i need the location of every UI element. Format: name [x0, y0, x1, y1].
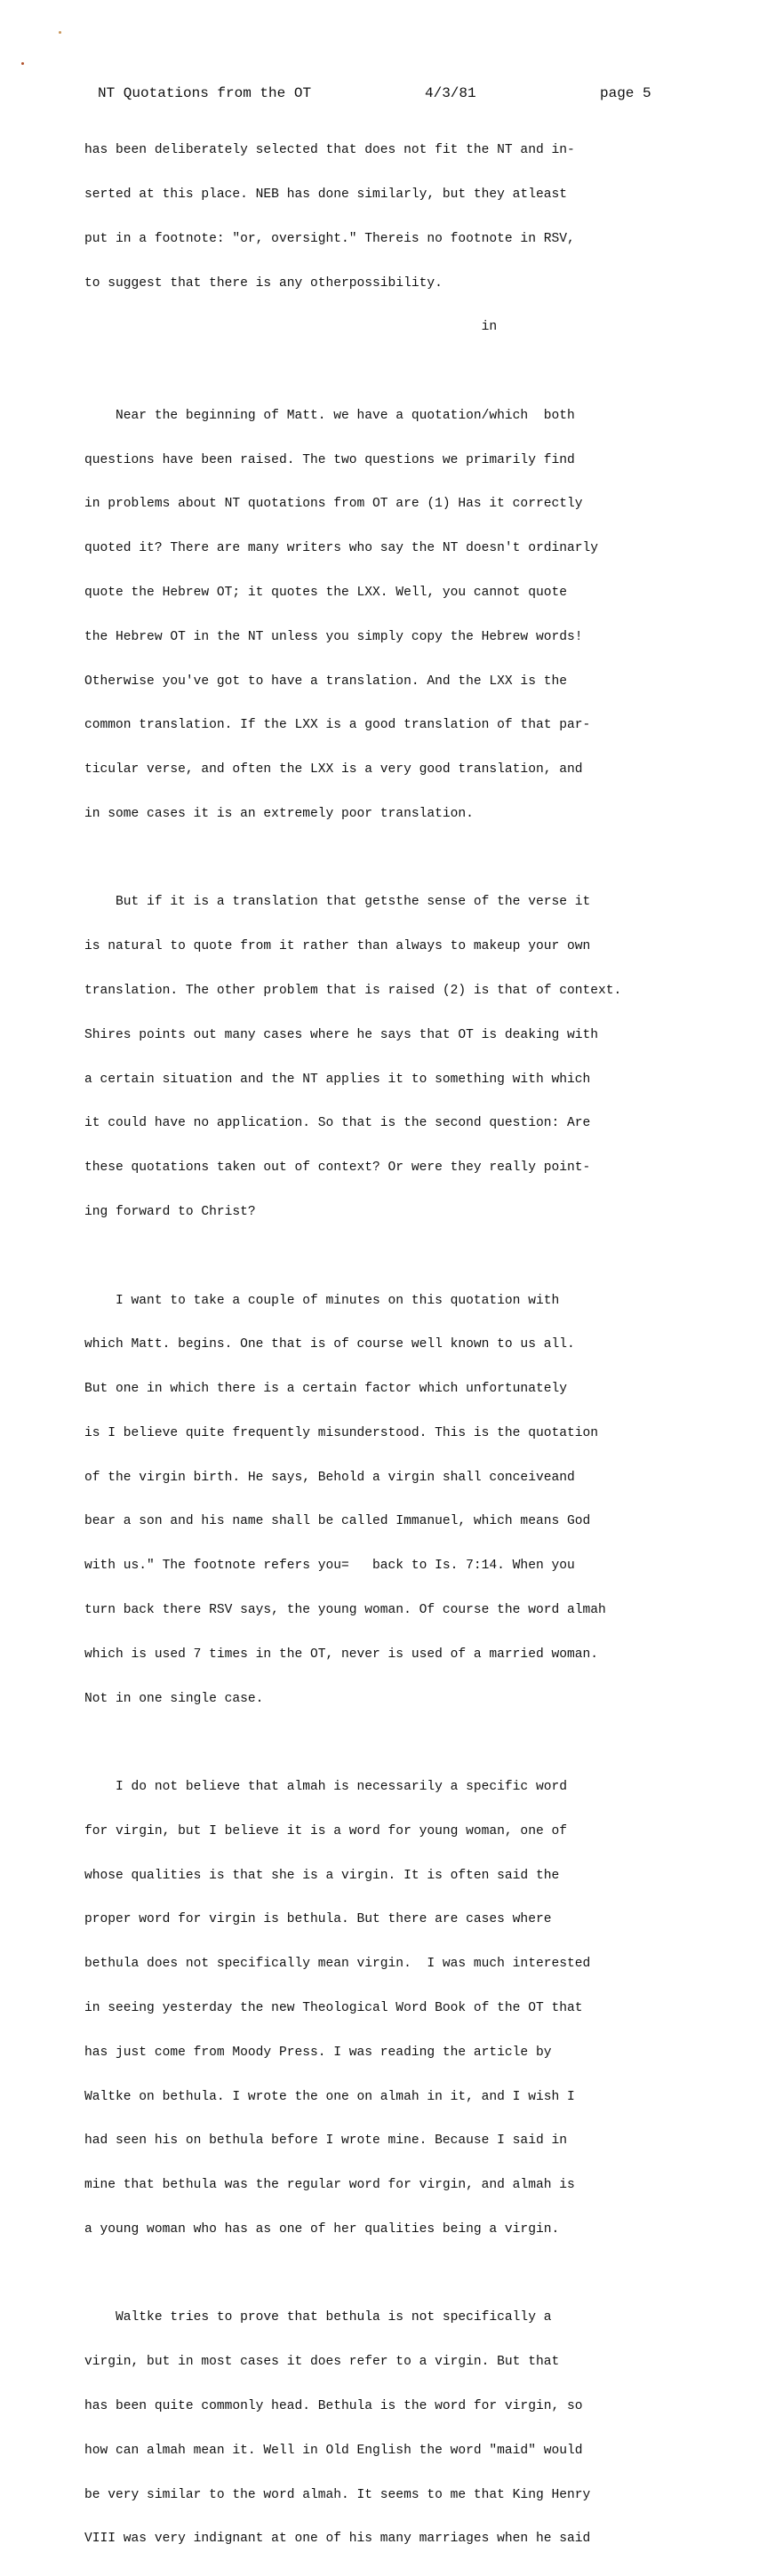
text-line: with us." The footnote refers you= back to Is. 7:14. When you	[84, 1559, 575, 1574]
text-line: which Matt. begins. One that is of course well known to us all.	[84, 1337, 575, 1352]
text-line: how can almah mean it. Well in Old English the word "maid" would	[84, 2443, 583, 2458]
text-line: is I believe quite frequently misunderstood. This is the quotation	[84, 1425, 599, 1440]
text-line: mine that bethula was the regular word for virgin, and almah is	[84, 2178, 575, 2193]
text-line: Near the beginning of Matt. we have a quotation/which both	[84, 408, 575, 423]
paragraph	[84, 2281, 724, 2576]
text-line: has been deliberately selected that does not fit the NT and in-	[84, 143, 575, 158]
text-line: bethula does not specifically mean virgin. I was much interested	[84, 1957, 591, 1972]
text-line: a certain situation and the NT applies it to something with which	[84, 1072, 591, 1087]
text-line: to suggest that there is any otherpossibility.	[84, 275, 443, 291]
insertion-note: in	[84, 320, 498, 335]
paragraph	[84, 114, 724, 364]
text-line: be very similar to the word almah. It seems to me that King Henry	[84, 2487, 591, 2502]
paragraph	[84, 1264, 724, 1735]
text-line: is natural to quote from it rather than always to makeup your own	[84, 939, 591, 954]
text-line: I do not believe that almah is necessarily a specific word	[84, 1780, 567, 1795]
text-line: ticular verse, and often the LXX is a very good translation, and	[84, 762, 583, 778]
text-line: But one in which there is a certain factor which unfortunately	[84, 1382, 567, 1397]
text-line: has just come from Moody Press. I was reading the article by	[84, 2045, 552, 2060]
text-line: these quotations taken out of context? Or were they really point-	[84, 1160, 591, 1176]
document-title: NT Quotations from the OT	[98, 85, 312, 101]
text-line: a young woman who has as one of her qualities being a virgin.	[84, 2221, 560, 2237]
text-line: has been quite commonly head. Bethula is the word for virgin, so	[84, 2399, 583, 2414]
text-line: questions have been raised. The two questions we primarily find	[84, 452, 575, 467]
text-line: put in a footnote: "or, oversight." Thereis no footnote in RSV,	[84, 231, 575, 246]
text-line: translation. The other problem that is raised (2) is that of context.	[84, 984, 622, 999]
paper-speck	[21, 62, 24, 65]
text-line: serted at this place. NEB has done similarly, but they atleast	[84, 187, 567, 202]
text-line: proper word for virgin is bethula. But there are cases where	[84, 1912, 552, 1927]
text-line: ing forward to Christ?	[84, 1204, 256, 1219]
text-line: quoted it? There are many writers who say the NT doesn't ordinarly	[84, 541, 599, 556]
text-line: VIII was very indignant at one of his many marriages when he said	[84, 2532, 591, 2547]
text-line: virgin, but in most cases it does refer to a virgin. But that	[84, 2355, 560, 2370]
page-number: page 5	[600, 85, 651, 101]
text-line: But if it is a translation that getsthe sense of the verse it	[84, 895, 591, 910]
text-line: Waltke on bethula. I wrote the one on almah in it, and I wish I	[84, 2089, 575, 2104]
text-line: Shires points out many cases where he says that OT is deaking with	[84, 1027, 599, 1042]
text-line: Not in one single case.	[84, 1691, 264, 1706]
text-line: quote the Hebrew OT; it quotes the LXX. Well, you cannot quote	[84, 586, 567, 600]
text-line: in problems about NT quotations from OT are (1) Has it correctly	[84, 497, 583, 512]
document-date: 4/3/81	[425, 85, 476, 101]
text-line: I want to take a couple of minutes on this quotation with	[84, 1293, 560, 1308]
document-body	[84, 114, 724, 2576]
text-line: Otherwise you've got to have a translation. And the LXX is the	[84, 674, 567, 689]
text-line: common translation. If the LXX is a good translation of that par-	[84, 718, 591, 733]
text-line: the Hebrew OT in the NT unless you simply copy the Hebrew words!	[84, 629, 583, 644]
text-line: in some cases it is an extremely poor translation.	[84, 806, 474, 821]
text-line: turn back there RSV says, the young woman. Of course the word almah	[84, 1602, 606, 1617]
text-line: Waltke tries to prove that bethula is not specifically a	[84, 2310, 552, 2325]
text-line: in seeing yesterday the new Theological Word Book of the OT that	[84, 2001, 583, 2015]
page-header	[98, 85, 720, 103]
paragraph	[84, 379, 724, 851]
paragraph	[84, 865, 724, 1248]
text-line: of the virgin birth. He says, Behold a virgin shall conceiveand	[84, 1470, 575, 1485]
paper-speck	[59, 31, 61, 34]
paragraph	[84, 1751, 724, 2267]
text-line: for virgin, but I believe it is a word for young woman, one of	[84, 1823, 567, 1838]
text-line: bear a son and his name shall be called Immanuel, which means God	[84, 1514, 591, 1529]
text-line: whose qualities is that she is a virgin. It is often said the	[84, 1868, 560, 1883]
text-line: it could have no application. So that is the second question: Are	[84, 1116, 591, 1131]
text-line: had seen his on bethula before I wrote mine. Because I said in	[84, 2133, 567, 2149]
text-line: which is used 7 times in the OT, never is used of a married woman.	[84, 1647, 599, 1662]
